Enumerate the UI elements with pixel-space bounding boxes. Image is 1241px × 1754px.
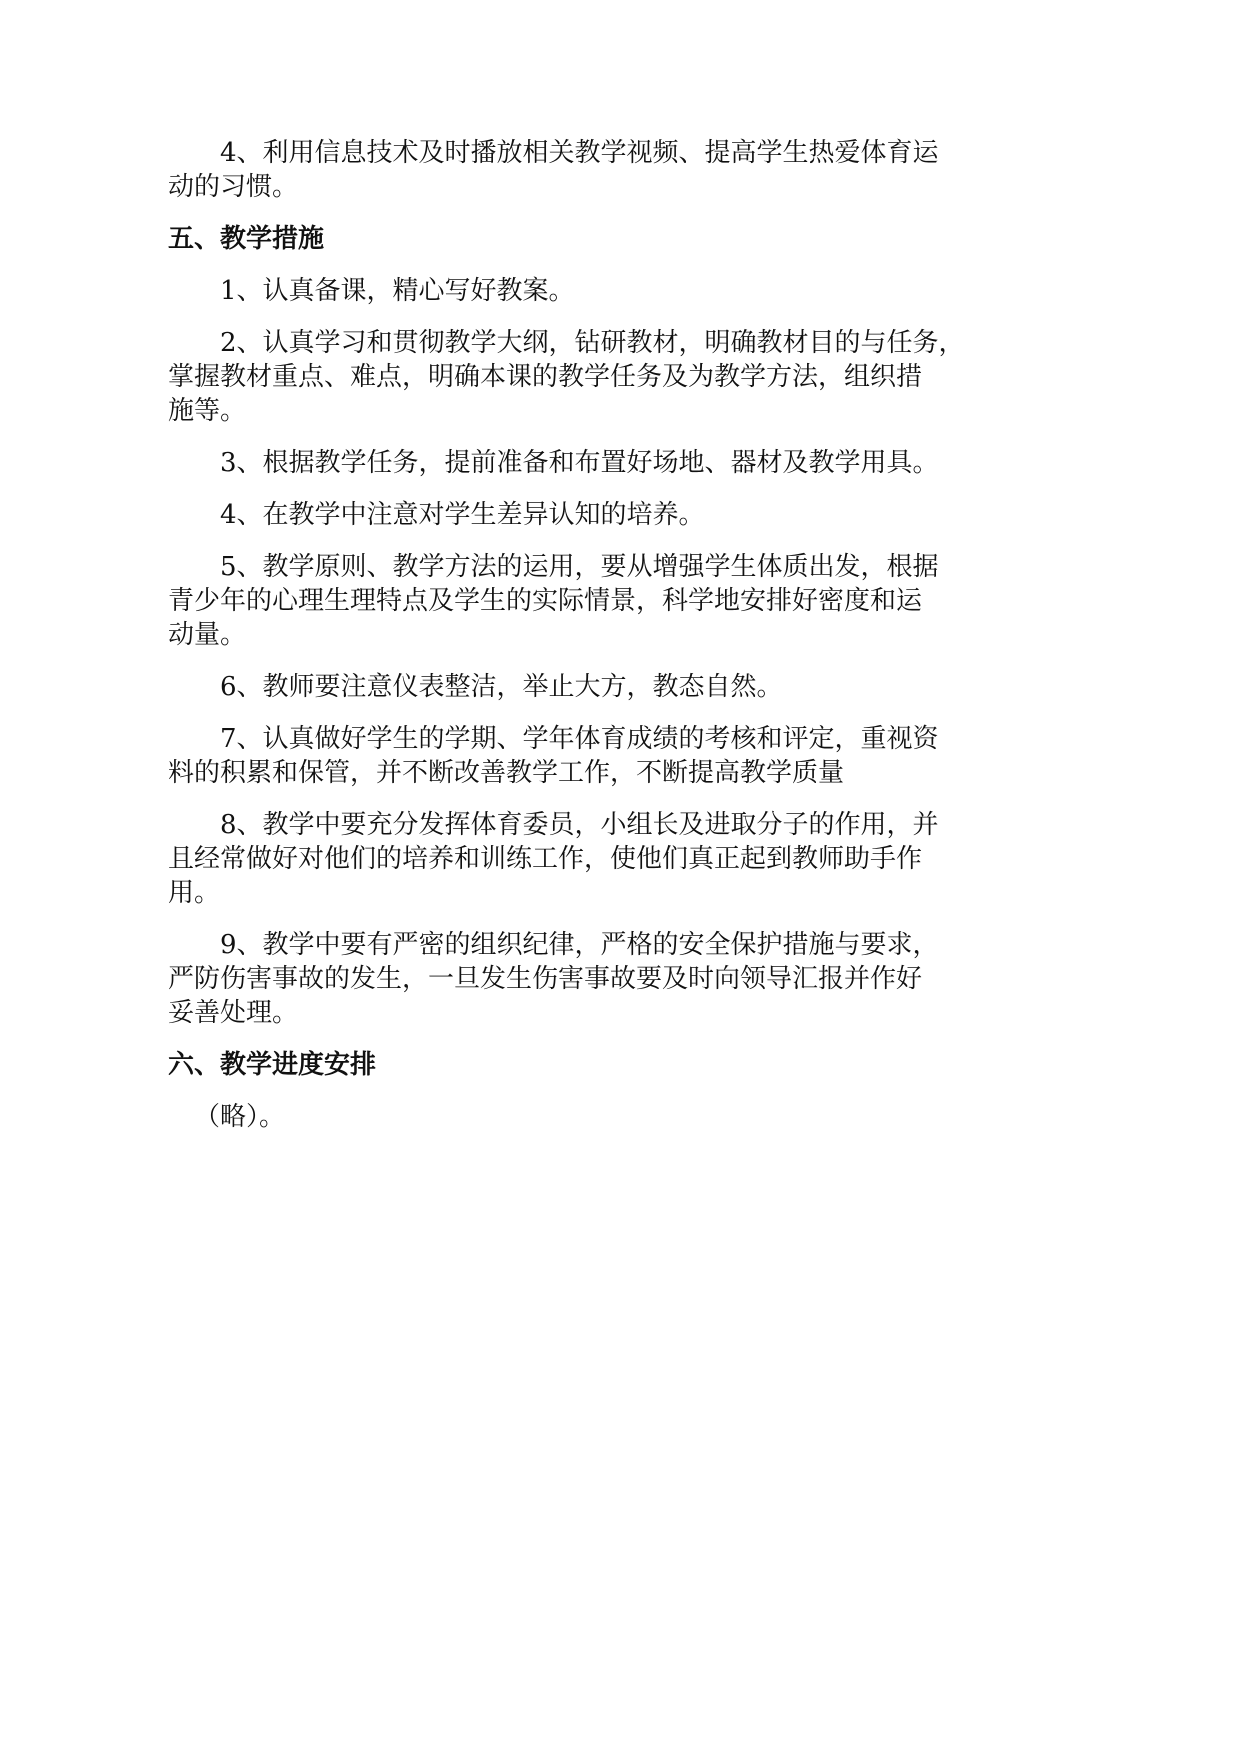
item-text-line: 施等。: [168, 396, 247, 426]
item-text-line: 9、教学中要有严密的组织纪律，严格的安全保护措施与要求，: [220, 930, 939, 960]
heading-text: 五、教学措施: [168, 224, 325, 254]
intro-item: [168, 136, 1241, 204]
item-text-line: 动的习惯。: [168, 172, 299, 202]
item-text-line: 2、认真学习和贯彻教学大纲，钻研教材，明确教材目的与任务，: [220, 328, 965, 358]
section-heading-schedule: [168, 1048, 1241, 1082]
measure-item-5: [168, 550, 1241, 652]
item-text-line: 6、教师要注意仪表整洁，举止大方，教态自然。: [220, 672, 783, 702]
item-text-line: 掌握教材重点、难点，明确本课的教学任务及为教学方法，组织措: [168, 362, 923, 392]
measure-item-4: [168, 498, 1241, 532]
note-text: （略）。: [194, 1102, 286, 1132]
item-text-line: 4、在教学中注意对学生差异认知的培养。: [220, 500, 705, 530]
heading-text: 六、教学进度安排: [168, 1050, 377, 1080]
item-text-line: 3、根据教学任务，提前准备和布置好场地、器材及教学用具。: [220, 448, 939, 478]
measure-item-3: [168, 446, 1241, 480]
item-text-line: 妥善处理。: [168, 998, 299, 1028]
measure-item-1: [168, 274, 1241, 308]
item-text-line: 8、教学中要充分发挥体育委员，小组长及进取分子的作用，并: [220, 810, 939, 840]
section-heading-teaching-measures: [168, 222, 1241, 256]
measure-item-6: [168, 670, 1241, 704]
measure-item-7: [168, 722, 1241, 790]
item-text-line: 且经常做好对他们的培养和训练工作，使他们真正起到教师助手作: [168, 844, 923, 874]
schedule-omitted-note: [168, 1100, 1241, 1134]
item-text-line: 动量。: [168, 620, 247, 650]
item-text-line: 1、认真备课，精心写好教案。: [220, 276, 575, 306]
item-text-line: 用。: [168, 878, 221, 908]
item-text-line: 5、教学原则、教学方法的运用，要从增强学生体质出发，根据: [220, 552, 939, 582]
item-text-line: 4、利用信息技术及时播放相关教学视频、提高学生热爱体育运: [220, 138, 939, 168]
item-text-line: 料的积累和保管，并不断改善教学工作，不断提高教学质量: [168, 758, 845, 788]
measure-item-2: [168, 326, 1241, 428]
item-text-line: 严防伤害事故的发生，一旦发生伤害事故要及时向领导汇报并作好: [168, 964, 923, 994]
item-text-line: 青少年的心理生理特点及学生的实际情景，科学地安排好密度和运: [168, 586, 923, 616]
item-text-line: 7、认真做好学生的学期、学年体育成绩的考核和评定，重视资: [220, 724, 939, 754]
measure-item-8: [168, 808, 1241, 910]
measure-item-9: [168, 928, 1241, 1030]
